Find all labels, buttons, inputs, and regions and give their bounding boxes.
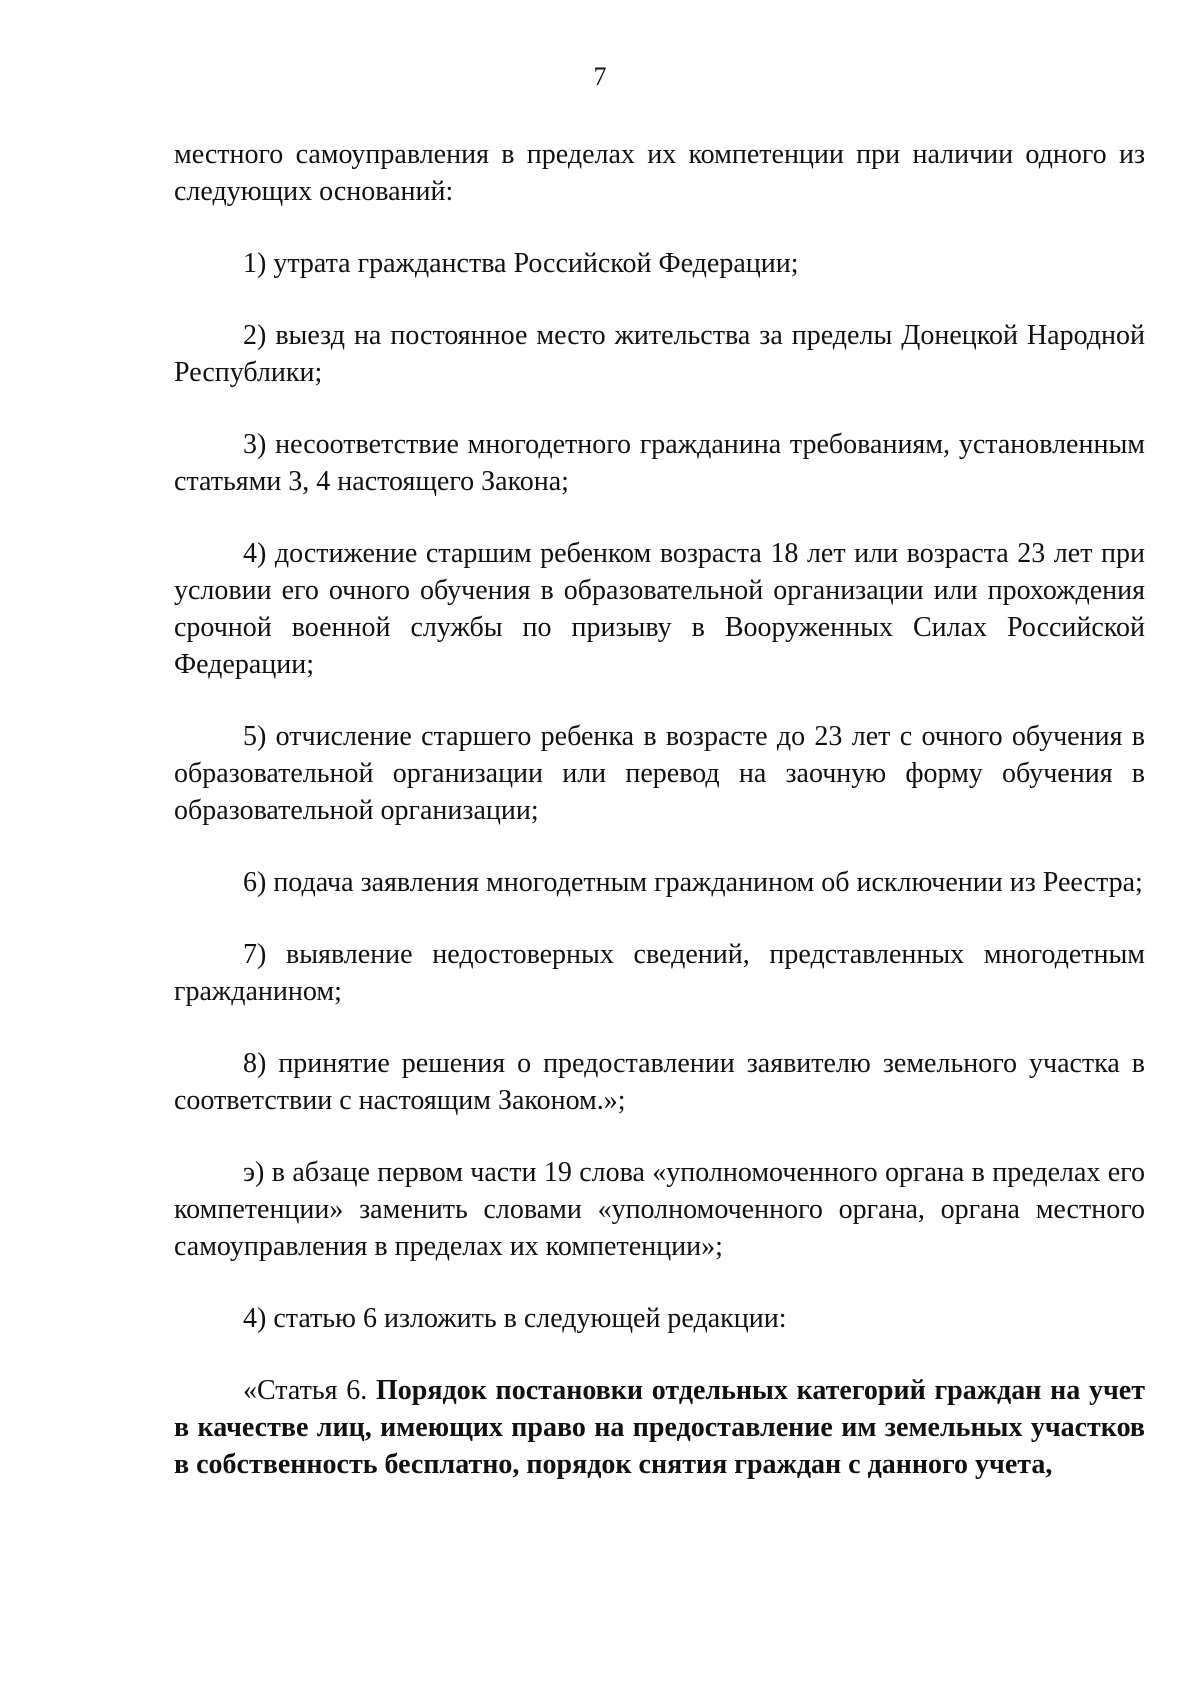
list-item-8: 8) принятие решения о предоставлении заявителю земельного участка в соответствии с настоящим Законом.»; <box>174 1048 1145 1116</box>
list-item-3: 3) несоответствие многодетного гражданина требованиям, установленным статьями 3, 4 настоящего Закона; <box>174 429 1145 497</box>
list-item-4: 4) достижение старшим ребенком возраста 18 лет или возраста 23 лет при условии его очного обучения в образовательной организации или прохождения срочной военной службы по призыву в Вооруженных Силах Российской Федерации; <box>174 538 1145 680</box>
paragraph-continuation: местного самоуправления в пределах их компетенции при наличии одного из следующих оснований: <box>174 139 1145 207</box>
list-item-6: 6) подача заявления многодетным гражданином об исключении из Реестра; <box>243 867 1143 898</box>
article-prefix: «Статья 6. <box>243 1375 376 1406</box>
article-heading <box>174 1372 1145 1483</box>
page-number: 7 <box>593 62 607 91</box>
amendment-paragraph-e: э) в абзаце первом части 19 слова «уполномоченного органа в пределах его компетенции» заменить словами «уполномоченного органа, органа местного самоуправления в пределах их компетенции»; <box>174 1157 1145 1262</box>
list-item-5: 5) отчисление старшего ребенка в возрасте до 23 лет с очного обучения в образовательной организации или перевод на заочную форму обучения в образовательной организации; <box>174 721 1145 826</box>
list-item-7: 7) выявление недостоверных сведений, представленных многодетным гражданином; <box>174 939 1145 1007</box>
list-item-2: 2) выезд на постоянное место жительства за пределы Донецкой Народной Республики; <box>174 320 1145 388</box>
list-item-1: 1) утрата гражданства Российской Федерации; <box>243 248 799 279</box>
amendment-paragraph-4: 4) статью 6 изложить в следующей редакции: <box>243 1303 787 1334</box>
document-body <box>174 136 1145 1483</box>
article-title: Порядок постановки отдельных категорий граждан на учет в качестве лиц, имеющих право на предоставление им земельных участков в собственность бесплатно, порядок снятия граждан с данного учета, <box>174 1375 1145 1480</box>
